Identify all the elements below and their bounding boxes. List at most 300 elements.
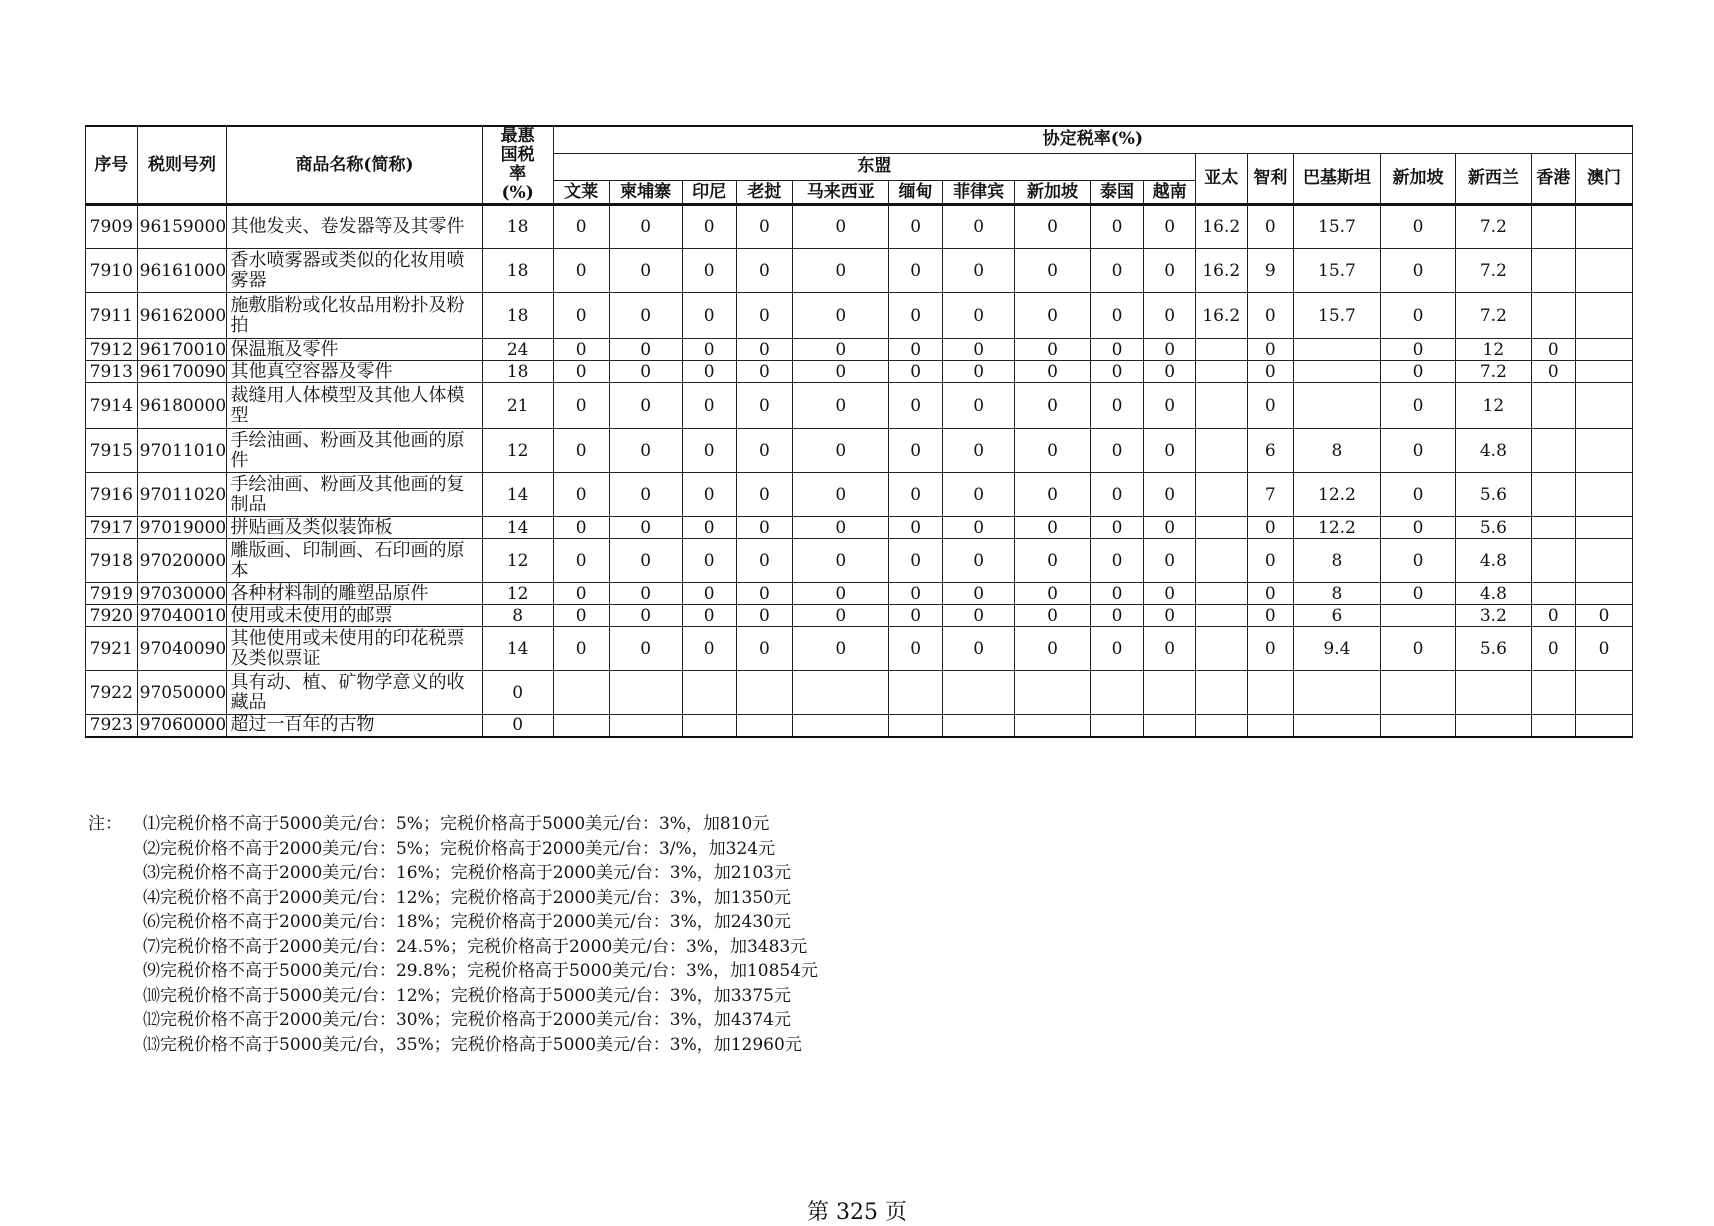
row-asean-rate: 0 bbox=[793, 517, 889, 539]
row-mfn: 14 bbox=[482, 627, 553, 671]
row-mfn: 18 bbox=[482, 293, 553, 339]
row-other-rate bbox=[1456, 671, 1531, 715]
row-other-rate: 7 bbox=[1247, 473, 1293, 517]
table-header bbox=[86, 126, 1633, 205]
table-row bbox=[86, 339, 1633, 361]
row-seq: 7923 bbox=[86, 715, 138, 737]
row-asean-rate bbox=[1090, 671, 1144, 715]
row-other-rate bbox=[1195, 339, 1247, 361]
note-line: ⑴完税价格不高于5000美元/台：5%；完税价格高于5000美元/台：3%，加810元 bbox=[143, 814, 770, 834]
row-asean-rate: 0 bbox=[609, 583, 682, 605]
row-code: 97050000 bbox=[137, 671, 227, 715]
row-mfn: 12 bbox=[482, 583, 553, 605]
row-other-rate bbox=[1531, 671, 1575, 715]
row-code: 97020000 bbox=[137, 539, 227, 583]
header-asean-7: 新加坡 bbox=[1015, 181, 1090, 205]
row-other-rate: 12 bbox=[1456, 383, 1531, 429]
row-asean-rate: 0 bbox=[682, 249, 736, 293]
row-asean-rate: 0 bbox=[609, 627, 682, 671]
header-asean-8: 泰国 bbox=[1090, 181, 1144, 205]
row-other-rate bbox=[1195, 605, 1247, 627]
row-name: 手绘油画、粉画及其他画的复制品 bbox=[227, 473, 482, 517]
row-seq: 7917 bbox=[86, 517, 138, 539]
row-seq: 7912 bbox=[86, 339, 138, 361]
row-other-rate bbox=[1195, 383, 1247, 429]
row-other-rate: 15.7 bbox=[1294, 249, 1381, 293]
row-other-rate: 6 bbox=[1294, 605, 1381, 627]
row-asean-rate: 0 bbox=[943, 383, 1015, 429]
table-body bbox=[86, 205, 1633, 737]
row-other-rate: 6 bbox=[1247, 429, 1293, 473]
header-asean-9: 越南 bbox=[1144, 181, 1196, 205]
row-asean-rate: 0 bbox=[736, 249, 793, 293]
row-other-rate: 4.8 bbox=[1456, 583, 1531, 605]
row-asean-rate: 0 bbox=[889, 605, 943, 627]
row-asean-rate: 0 bbox=[793, 539, 889, 583]
row-other-rate bbox=[1531, 293, 1575, 339]
row-asean-rate: 0 bbox=[736, 605, 793, 627]
header-agreement: 协定税率(%) bbox=[553, 126, 1632, 153]
row-asean-rate: 0 bbox=[1015, 429, 1090, 473]
row-other-rate: 5.6 bbox=[1456, 517, 1531, 539]
row-other-rate: 0 bbox=[1247, 627, 1293, 671]
row-other-rate: 9.4 bbox=[1294, 627, 1381, 671]
row-mfn: 21 bbox=[482, 383, 553, 429]
row-asean-rate: 0 bbox=[1090, 339, 1144, 361]
row-asean-rate bbox=[889, 671, 943, 715]
header-other-1: 智利 bbox=[1247, 153, 1293, 205]
row-mfn: 18 bbox=[482, 205, 553, 249]
row-other-rate bbox=[1531, 715, 1575, 737]
row-other-rate: 0 bbox=[1380, 429, 1455, 473]
row-asean-rate: 0 bbox=[1090, 429, 1144, 473]
row-asean-rate: 0 bbox=[1090, 605, 1144, 627]
header-code: 税则号列 bbox=[137, 126, 227, 205]
header-asean: 东盟 bbox=[553, 153, 1195, 181]
row-asean-rate bbox=[553, 715, 609, 737]
row-other-rate bbox=[1195, 583, 1247, 605]
row-other-rate bbox=[1531, 249, 1575, 293]
notes-lines bbox=[143, 812, 818, 1057]
header-asean-6: 菲律宾 bbox=[943, 181, 1015, 205]
row-other-rate: 0 bbox=[1247, 539, 1293, 583]
row-code: 97030000 bbox=[137, 583, 227, 605]
row-asean-rate bbox=[793, 715, 889, 737]
row-other-rate: 0 bbox=[1531, 627, 1575, 671]
row-asean-rate: 0 bbox=[736, 205, 793, 249]
row-asean-rate: 0 bbox=[553, 583, 609, 605]
row-other-rate: 0 bbox=[1531, 605, 1575, 627]
row-seq: 7921 bbox=[86, 627, 138, 671]
header-seq: 序号 bbox=[86, 126, 138, 205]
row-asean-rate: 0 bbox=[682, 339, 736, 361]
row-other-rate: 0 bbox=[1380, 583, 1455, 605]
row-seq: 7909 bbox=[86, 205, 138, 249]
header-asean-4: 马来西亚 bbox=[793, 181, 889, 205]
row-other-rate: 7.2 bbox=[1456, 293, 1531, 339]
header-other-5: 香港 bbox=[1531, 153, 1575, 205]
row-asean-rate: 0 bbox=[1015, 339, 1090, 361]
row-other-rate bbox=[1195, 429, 1247, 473]
row-other-rate bbox=[1575, 293, 1632, 339]
header-asean-0: 文莱 bbox=[553, 181, 609, 205]
row-asean-rate: 0 bbox=[1090, 627, 1144, 671]
row-other-rate: 0 bbox=[1380, 339, 1455, 361]
table-row bbox=[86, 715, 1633, 737]
row-asean-rate: 0 bbox=[553, 517, 609, 539]
row-asean-rate: 0 bbox=[736, 339, 793, 361]
row-asean-rate bbox=[553, 671, 609, 715]
row-asean-rate: 0 bbox=[736, 429, 793, 473]
row-other-rate: 0 bbox=[1380, 249, 1455, 293]
row-asean-rate: 0 bbox=[889, 293, 943, 339]
header-mfn bbox=[482, 126, 553, 205]
row-asean-rate bbox=[889, 715, 943, 737]
row-asean-rate bbox=[736, 715, 793, 737]
row-name: 各种材料制的雕塑品原件 bbox=[227, 583, 482, 605]
row-asean-rate: 0 bbox=[553, 249, 609, 293]
row-name: 香水喷雾器或类似的化妆用喷雾器 bbox=[227, 249, 482, 293]
notes-label: 注： bbox=[88, 814, 122, 834]
row-seq: 7918 bbox=[86, 539, 138, 583]
row-asean-rate: 0 bbox=[943, 539, 1015, 583]
row-asean-rate: 0 bbox=[889, 205, 943, 249]
row-asean-rate: 0 bbox=[889, 383, 943, 429]
tariff-table-container bbox=[85, 125, 1633, 738]
row-asean-rate bbox=[943, 671, 1015, 715]
row-other-rate: 9 bbox=[1247, 249, 1293, 293]
header-asean-3: 老挝 bbox=[736, 181, 793, 205]
row-asean-rate bbox=[1144, 715, 1196, 737]
row-asean-rate: 0 bbox=[553, 473, 609, 517]
row-asean-rate: 0 bbox=[793, 605, 889, 627]
row-other-rate bbox=[1195, 715, 1247, 737]
row-asean-rate: 0 bbox=[682, 429, 736, 473]
row-other-rate bbox=[1575, 249, 1632, 293]
row-asean-rate: 0 bbox=[1015, 293, 1090, 339]
row-other-rate: 15.7 bbox=[1294, 205, 1381, 249]
row-asean-rate: 0 bbox=[889, 429, 943, 473]
row-asean-rate bbox=[943, 715, 1015, 737]
row-seq: 7913 bbox=[86, 361, 138, 383]
row-code: 97019000 bbox=[137, 517, 227, 539]
row-other-rate bbox=[1575, 205, 1632, 249]
row-other-rate bbox=[1531, 429, 1575, 473]
row-mfn: 14 bbox=[482, 473, 553, 517]
row-asean-rate: 0 bbox=[1090, 293, 1144, 339]
row-other-rate: 4.8 bbox=[1456, 429, 1531, 473]
table-row bbox=[86, 605, 1633, 627]
row-asean-rate: 0 bbox=[943, 517, 1015, 539]
note-line: ⑼完税价格不高于5000美元/台：29.8%；完税价格高于5000美元/台：3%，加10854元 bbox=[143, 961, 819, 981]
row-asean-rate: 0 bbox=[1090, 249, 1144, 293]
row-code: 97011010 bbox=[137, 429, 227, 473]
header-other-6: 澳门 bbox=[1575, 153, 1632, 205]
row-asean-rate: 0 bbox=[609, 429, 682, 473]
row-asean-rate bbox=[1015, 671, 1090, 715]
header-mfn-unit: (%) bbox=[501, 183, 534, 203]
row-asean-rate bbox=[1015, 715, 1090, 737]
row-other-rate bbox=[1294, 361, 1381, 383]
header-other-4: 新西兰 bbox=[1456, 153, 1531, 205]
header-other-0: 亚太 bbox=[1195, 153, 1247, 205]
row-asean-rate: 0 bbox=[943, 361, 1015, 383]
row-asean-rate: 0 bbox=[553, 383, 609, 429]
table-row bbox=[86, 249, 1633, 293]
header-asean-5: 缅甸 bbox=[889, 181, 943, 205]
row-asean-rate: 0 bbox=[1144, 517, 1196, 539]
row-other-rate: 0 bbox=[1575, 605, 1632, 627]
row-other-rate: 16.2 bbox=[1195, 293, 1247, 339]
row-asean-rate: 0 bbox=[1090, 361, 1144, 383]
row-asean-rate: 0 bbox=[1015, 627, 1090, 671]
row-asean-rate: 0 bbox=[736, 383, 793, 429]
row-asean-rate: 0 bbox=[1144, 339, 1196, 361]
row-asean-rate: 0 bbox=[682, 605, 736, 627]
row-other-rate bbox=[1575, 583, 1632, 605]
row-other-rate bbox=[1380, 671, 1455, 715]
row-seq: 7919 bbox=[86, 583, 138, 605]
row-other-rate bbox=[1195, 627, 1247, 671]
row-asean-rate: 0 bbox=[609, 361, 682, 383]
row-asean-rate: 0 bbox=[682, 539, 736, 583]
row-other-rate bbox=[1575, 361, 1632, 383]
row-other-rate bbox=[1294, 715, 1381, 737]
row-other-rate: 0 bbox=[1380, 473, 1455, 517]
header-mfn-label: 最惠国税率 bbox=[500, 126, 535, 184]
row-asean-rate: 0 bbox=[943, 205, 1015, 249]
header-other-3: 新加坡 bbox=[1380, 153, 1455, 205]
row-mfn: 8 bbox=[482, 605, 553, 627]
row-other-rate: 0 bbox=[1531, 339, 1575, 361]
row-other-rate bbox=[1195, 671, 1247, 715]
row-other-rate: 0 bbox=[1531, 361, 1575, 383]
header-name: 商品名称(简称) bbox=[227, 126, 482, 205]
row-name: 其他真空容器及零件 bbox=[227, 361, 482, 383]
table-row bbox=[86, 383, 1633, 429]
row-other-rate: 0 bbox=[1575, 627, 1632, 671]
row-name: 其他使用或未使用的印花税票及类似票证 bbox=[227, 627, 482, 671]
row-asean-rate: 0 bbox=[1090, 583, 1144, 605]
row-code: 96161000 bbox=[137, 249, 227, 293]
row-other-rate bbox=[1575, 429, 1632, 473]
row-name: 施敷脂粉或化妆品用粉扑及粉拍 bbox=[227, 293, 482, 339]
row-asean-rate: 0 bbox=[889, 361, 943, 383]
row-other-rate bbox=[1575, 539, 1632, 583]
row-other-rate: 0 bbox=[1247, 293, 1293, 339]
row-asean-rate: 0 bbox=[736, 539, 793, 583]
header-asean-2: 印尼 bbox=[682, 181, 736, 205]
row-other-rate bbox=[1195, 361, 1247, 383]
row-asean-rate: 0 bbox=[889, 517, 943, 539]
row-other-rate: 0 bbox=[1380, 517, 1455, 539]
row-asean-rate: 0 bbox=[793, 361, 889, 383]
row-seq: 7916 bbox=[86, 473, 138, 517]
row-asean-rate: 0 bbox=[609, 205, 682, 249]
row-seq: 7910 bbox=[86, 249, 138, 293]
row-other-rate bbox=[1531, 473, 1575, 517]
row-asean-rate: 0 bbox=[793, 249, 889, 293]
row-asean-rate bbox=[682, 715, 736, 737]
row-asean-rate: 0 bbox=[1090, 205, 1144, 249]
row-seq: 7911 bbox=[86, 293, 138, 339]
row-asean-rate: 0 bbox=[793, 293, 889, 339]
row-other-rate: 7.2 bbox=[1456, 361, 1531, 383]
row-asean-rate: 0 bbox=[1144, 473, 1196, 517]
row-other-rate: 8 bbox=[1294, 539, 1381, 583]
row-asean-rate: 0 bbox=[736, 293, 793, 339]
row-asean-rate: 0 bbox=[553, 205, 609, 249]
row-other-rate: 16.2 bbox=[1195, 249, 1247, 293]
note-line: ⑽完税价格不高于5000美元/台：12%；完税价格高于5000美元/台：3%，加3375元 bbox=[143, 985, 791, 1006]
row-other-rate: 0 bbox=[1247, 583, 1293, 605]
row-other-rate bbox=[1195, 539, 1247, 583]
row-other-rate: 8 bbox=[1294, 429, 1381, 473]
row-mfn: 0 bbox=[482, 715, 553, 737]
table-row bbox=[86, 539, 1633, 583]
row-asean-rate: 0 bbox=[793, 383, 889, 429]
note-line: ⑵完税价格不高于2000美元/台：5%；完税价格高于2000美元/台：3/%，加324元 bbox=[143, 838, 776, 859]
row-other-rate bbox=[1575, 339, 1632, 361]
row-asean-rate: 0 bbox=[943, 583, 1015, 605]
row-other-rate bbox=[1247, 715, 1293, 737]
row-asean-rate: 0 bbox=[682, 293, 736, 339]
row-asean-rate: 0 bbox=[1015, 205, 1090, 249]
row-asean-rate: 0 bbox=[609, 473, 682, 517]
row-other-rate bbox=[1294, 383, 1381, 429]
row-name: 拼贴画及类似装饰板 bbox=[227, 517, 482, 539]
row-asean-rate: 0 bbox=[736, 473, 793, 517]
page-number: 第 325 页 bbox=[807, 1200, 907, 1225]
row-other-rate: 0 bbox=[1247, 517, 1293, 539]
row-asean-rate: 0 bbox=[609, 517, 682, 539]
row-code: 97060000 bbox=[137, 715, 227, 737]
row-name: 手绘油画、粉画及其他画的原件 bbox=[227, 429, 482, 473]
row-other-rate bbox=[1380, 715, 1455, 737]
row-asean-rate: 0 bbox=[943, 339, 1015, 361]
row-asean-rate: 0 bbox=[1144, 293, 1196, 339]
row-code: 96180000 bbox=[137, 383, 227, 429]
row-asean-rate bbox=[1144, 671, 1196, 715]
row-asean-rate: 0 bbox=[736, 361, 793, 383]
row-asean-rate: 0 bbox=[889, 539, 943, 583]
row-asean-rate: 0 bbox=[682, 473, 736, 517]
row-asean-rate: 0 bbox=[609, 605, 682, 627]
row-other-rate bbox=[1575, 517, 1632, 539]
row-other-rate: 0 bbox=[1380, 293, 1455, 339]
row-code: 97040090 bbox=[137, 627, 227, 671]
row-asean-rate: 0 bbox=[1015, 605, 1090, 627]
row-name: 裁缝用人体模型及其他人体模型 bbox=[227, 383, 482, 429]
row-asean-rate bbox=[609, 671, 682, 715]
row-asean-rate bbox=[1090, 715, 1144, 737]
row-other-rate: 0 bbox=[1380, 539, 1455, 583]
row-asean-rate: 0 bbox=[682, 361, 736, 383]
row-asean-rate: 0 bbox=[609, 249, 682, 293]
row-other-rate: 8 bbox=[1294, 583, 1381, 605]
row-asean-rate: 0 bbox=[1015, 517, 1090, 539]
row-other-rate bbox=[1575, 473, 1632, 517]
row-asean-rate: 0 bbox=[1015, 361, 1090, 383]
row-name: 使用或未使用的邮票 bbox=[227, 605, 482, 627]
row-asean-rate: 0 bbox=[1144, 605, 1196, 627]
row-other-rate bbox=[1531, 383, 1575, 429]
note-line: ⑶完税价格不高于2000美元/台：16%；完税价格高于2000美元/台：3%，加2103元 bbox=[143, 863, 791, 883]
row-other-rate: 7.2 bbox=[1456, 249, 1531, 293]
row-asean-rate: 0 bbox=[553, 293, 609, 339]
row-code: 96159000 bbox=[137, 205, 227, 249]
row-asean-rate: 0 bbox=[889, 339, 943, 361]
row-other-rate: 0 bbox=[1247, 383, 1293, 429]
row-asean-rate: 0 bbox=[553, 429, 609, 473]
row-other-rate: 0 bbox=[1247, 339, 1293, 361]
row-other-rate: 12 bbox=[1456, 339, 1531, 361]
row-asean-rate bbox=[609, 715, 682, 737]
row-asean-rate: 0 bbox=[682, 517, 736, 539]
row-name: 具有动、植、矿物学意义的收藏品 bbox=[227, 671, 482, 715]
row-other-rate: 0 bbox=[1380, 627, 1455, 671]
row-asean-rate: 0 bbox=[1144, 583, 1196, 605]
row-mfn: 12 bbox=[482, 539, 553, 583]
row-asean-rate: 0 bbox=[1090, 517, 1144, 539]
row-other-rate bbox=[1531, 539, 1575, 583]
table-row bbox=[86, 627, 1633, 671]
row-asean-rate: 0 bbox=[889, 583, 943, 605]
row-other-rate: 0 bbox=[1380, 383, 1455, 429]
row-name: 超过一百年的古物 bbox=[227, 715, 482, 737]
row-asean-rate: 0 bbox=[793, 205, 889, 249]
row-asean-rate: 0 bbox=[1015, 383, 1090, 429]
row-code: 96170090 bbox=[137, 361, 227, 383]
row-other-rate bbox=[1247, 671, 1293, 715]
row-name: 保温瓶及零件 bbox=[227, 339, 482, 361]
row-other-rate bbox=[1456, 715, 1531, 737]
row-other-rate: 0 bbox=[1247, 205, 1293, 249]
row-asean-rate bbox=[793, 671, 889, 715]
row-other-rate bbox=[1575, 671, 1632, 715]
row-other-rate: 7.2 bbox=[1456, 205, 1531, 249]
row-asean-rate: 0 bbox=[553, 605, 609, 627]
row-code: 97040010 bbox=[137, 605, 227, 627]
row-asean-rate: 0 bbox=[736, 627, 793, 671]
row-asean-rate: 0 bbox=[793, 583, 889, 605]
row-code: 96162000 bbox=[137, 293, 227, 339]
row-mfn: 18 bbox=[482, 361, 553, 383]
row-asean-rate: 0 bbox=[889, 249, 943, 293]
row-asean-rate: 0 bbox=[609, 539, 682, 583]
note-line: ⑹完税价格不高于2000美元/台：18%；完税价格高于2000美元/台：3%，加2430元 bbox=[143, 912, 791, 932]
row-other-rate: 0 bbox=[1247, 361, 1293, 383]
row-seq: 7915 bbox=[86, 429, 138, 473]
table-row bbox=[86, 293, 1633, 339]
row-other-rate bbox=[1195, 473, 1247, 517]
row-other-rate: 0 bbox=[1247, 605, 1293, 627]
row-mfn: 12 bbox=[482, 429, 553, 473]
row-asean-rate: 0 bbox=[1015, 249, 1090, 293]
row-asean-rate: 0 bbox=[943, 249, 1015, 293]
row-asean-rate: 0 bbox=[682, 583, 736, 605]
row-asean-rate: 0 bbox=[609, 383, 682, 429]
row-asean-rate: 0 bbox=[1144, 429, 1196, 473]
row-asean-rate bbox=[736, 671, 793, 715]
row-asean-rate: 0 bbox=[1144, 249, 1196, 293]
row-asean-rate: 0 bbox=[1144, 627, 1196, 671]
row-name: 其他发夹、卷发器等及其零件 bbox=[227, 205, 482, 249]
row-other-rate bbox=[1531, 205, 1575, 249]
row-asean-rate: 0 bbox=[736, 583, 793, 605]
row-asean-rate: 0 bbox=[553, 361, 609, 383]
row-asean-rate: 0 bbox=[1015, 473, 1090, 517]
